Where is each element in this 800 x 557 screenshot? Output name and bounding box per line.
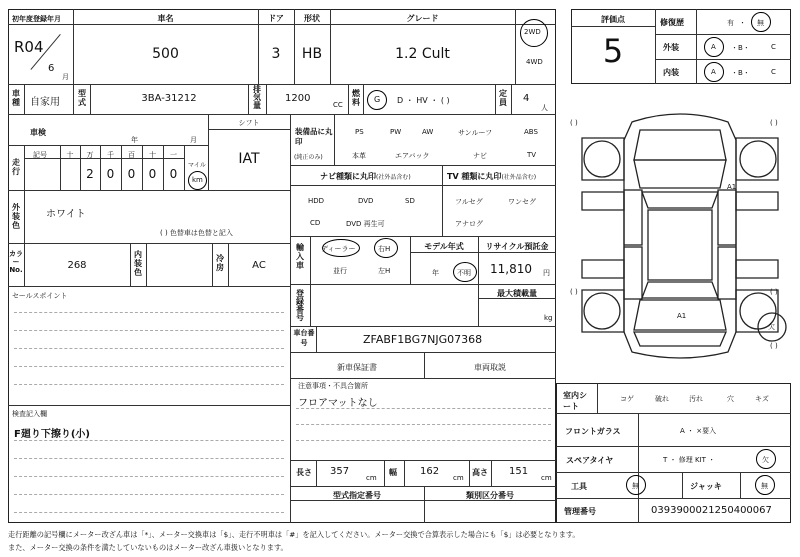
parallel: 並行	[333, 267, 347, 275]
model-label: 型式	[78, 89, 86, 107]
height-label: 高さ	[472, 468, 488, 477]
drive-4wd: 4WD	[526, 58, 543, 66]
diagram-mm: ( )	[770, 119, 778, 127]
color-change-note: ( ) 色替車は色替と記入	[160, 229, 233, 237]
seat-label: 室内シート	[563, 391, 587, 411]
shape-label: 形状	[304, 14, 320, 23]
spare-missing: 欠	[762, 456, 769, 464]
digit-value: 0	[106, 167, 115, 181]
drive-2wd: 2WD	[524, 28, 541, 36]
footer-line-2: また、メーター交換の条件を満たしていないものはメーター改ざん車扱いとなります。	[8, 543, 288, 552]
mark-label: 記号	[33, 151, 47, 159]
equipment-label: 装備品に丸印	[295, 127, 333, 146]
height-value: 151	[509, 466, 529, 477]
digit-label: 千	[107, 151, 114, 159]
type-no-label: 型式指定番号	[333, 491, 381, 500]
exterior-opt-c: C	[771, 43, 776, 51]
length-unit: cm	[366, 474, 377, 482]
equip-item: ナビ	[473, 152, 487, 160]
digit-value: 2	[86, 167, 94, 181]
dealer: ディーラー	[321, 245, 356, 253]
interior-opt-c: C	[771, 68, 776, 76]
fuel-rest: D ・ HV ・ ( )	[397, 96, 450, 105]
inspection-month: 月	[190, 136, 197, 144]
seat-item: 破れ	[655, 395, 669, 403]
month-unit: 月	[62, 73, 69, 81]
interior-color-label: 内装色	[134, 250, 142, 277]
equip-item: PW	[390, 128, 402, 136]
recycle-label: リサイクル預託金	[485, 242, 549, 251]
reg-no-label: 登録番号	[296, 289, 304, 322]
jack-value: 無	[761, 482, 768, 490]
capacity-value: 4	[523, 93, 530, 104]
dot: ・	[739, 19, 746, 27]
interior-opt-a: A	[711, 68, 716, 76]
left-hand: 左H	[378, 267, 391, 275]
width-value: 162	[420, 466, 440, 477]
seat-item: 汚れ	[689, 395, 703, 403]
sales-point-label: セールスポイント	[12, 292, 68, 300]
notes-label: 注意事項・不具合箇所	[298, 382, 368, 390]
diagram-mm: ( )	[770, 288, 778, 296]
disp-label: 排気量	[253, 85, 261, 110]
doors: 3	[271, 46, 281, 62]
navi-label: ナビ種類に丸印(社外品含む)	[320, 172, 411, 181]
repair-yes: 有	[727, 19, 734, 27]
spare-items: T ・ 修理 KIT ・	[663, 456, 716, 464]
interior-label: 内装	[663, 68, 679, 77]
new-warranty: 新車保証書	[337, 363, 377, 372]
mileage-label: 走行	[12, 158, 20, 176]
first-reg-era: R04	[14, 38, 44, 56]
color-value: ホワイト	[46, 209, 86, 220]
digit-value: 0	[148, 167, 157, 181]
shift-value: IAT	[238, 151, 260, 167]
score-value: 5	[602, 32, 624, 70]
digit-value: 0	[169, 167, 178, 181]
navi-item: SD	[405, 197, 415, 205]
diagram-a1: A1	[677, 312, 687, 320]
equipment-sub: (純正のみ)	[294, 154, 323, 161]
km-unit: km	[192, 176, 203, 184]
repair-no: 無	[757, 19, 764, 27]
inspector-label: 検査記入欄	[12, 410, 47, 418]
capacity-unit: 人	[541, 104, 548, 112]
diagram-mm: ( )	[570, 119, 578, 127]
navi-item: DVD 再生可	[346, 220, 385, 228]
class-no-label: 類別区分番号	[466, 491, 514, 500]
use-label: 車種	[12, 89, 20, 107]
equip-item: ABS	[524, 128, 538, 136]
score-label: 評価点	[601, 15, 625, 24]
seat-item: コゲ	[620, 395, 634, 403]
shift-label: シフト	[238, 119, 260, 127]
digit-value: 0	[127, 167, 136, 181]
interior-opt-b: ・B・	[731, 69, 750, 77]
tv-item: ワンセグ	[508, 198, 536, 206]
right-table	[556, 383, 791, 523]
width-label: 幅	[389, 468, 397, 477]
car-name-label: 車名	[157, 14, 174, 23]
first-reg-label: 初年度登録年月	[12, 15, 61, 23]
mile-label: マイル	[188, 162, 206, 169]
exterior-opt-b: ・B・	[731, 44, 750, 52]
color-no: 268	[67, 260, 87, 271]
spare-label: スペアタイヤ	[566, 456, 614, 465]
windshield-items: A ・ ×要入	[680, 427, 717, 435]
cc-unit: CC	[333, 101, 343, 109]
diagram-a1: A1	[727, 183, 737, 191]
windshield-label: フロントガラス	[565, 427, 621, 436]
tv-label: TV 種類に丸印(社外品含む)	[447, 172, 537, 181]
shape: HB	[301, 46, 323, 62]
car-diagram	[562, 100, 798, 372]
footer-line-1: 走行距離の記号欄にメーター改ざん車は「*」、メーター交換車は「$」、走行不明車は「#」を記入してください。メーター交換で合算表示した場合にも「$」は必要となります。	[8, 530, 580, 539]
mgmt-value: 0393900021250400067	[651, 505, 772, 516]
color-no-label: カラーNo.	[9, 250, 23, 274]
capacity-label: 定員	[499, 89, 507, 107]
seat-item: キズ	[755, 395, 769, 403]
height-unit: cm	[541, 474, 552, 482]
notes-value: フロアマットなし	[298, 398, 378, 409]
digit-label: 万	[86, 151, 94, 159]
equip-item: サンルーフ	[458, 129, 493, 137]
unknown: 不明	[457, 269, 471, 277]
cool-label: 冷房	[216, 254, 224, 272]
digit-label: 十	[66, 151, 74, 159]
inspection-year: 年	[131, 136, 138, 144]
chassis-label: 車台番号	[293, 329, 315, 347]
tools-label: 工具	[571, 482, 587, 491]
jack-label: ジャッキ	[690, 482, 722, 491]
manual: 車両取説	[474, 363, 506, 372]
navi-item: DVD	[358, 197, 374, 205]
equip-item: 本革	[352, 152, 366, 160]
length-value: 357	[330, 466, 350, 477]
width-unit: cm	[453, 474, 464, 482]
model-value: 3BA-31212	[141, 93, 197, 104]
right-hand: 右H	[378, 245, 391, 253]
doors-label: ドア	[268, 14, 284, 23]
digit-label: 百	[128, 151, 135, 159]
tv-item: アナログ	[455, 220, 483, 228]
first-reg-month: 6	[48, 63, 55, 74]
equip-item: AW	[422, 128, 434, 136]
repair-label: 修復歴	[660, 18, 684, 27]
digit-label: 十	[149, 151, 156, 159]
grade: 1.2 Cult	[395, 46, 450, 62]
diagram-mm: ( )	[770, 342, 778, 350]
tv-item: フルセグ	[455, 198, 483, 206]
fuel-label: 燃料	[352, 89, 360, 107]
car-name: 500	[152, 46, 179, 62]
tools-value: 無	[632, 482, 639, 490]
import-label: 輸入車	[296, 243, 304, 270]
exterior-opt-a: A	[711, 43, 716, 51]
model-year-unit: 年	[432, 269, 439, 277]
diagram-mm: ( )	[570, 288, 578, 296]
color-label: 外装色	[12, 203, 20, 230]
navi-item: CD	[310, 219, 321, 227]
mgmt-label: 管理番号	[564, 507, 596, 516]
equip-item: エアバック	[395, 152, 430, 160]
inspection-label: 車検	[30, 128, 46, 137]
model-year-label: モデル年式	[424, 242, 464, 251]
yen-unit: 円	[543, 269, 550, 277]
cool-value: AC	[252, 260, 266, 271]
fuel-g: G	[374, 95, 381, 104]
navi-item: HDD	[308, 197, 325, 205]
seat-item: 穴	[727, 395, 734, 403]
digit-label: 一	[170, 151, 177, 159]
chassis-value: ZFABF1BG7NJG07368	[363, 333, 483, 346]
diagram-missing: 欠	[768, 323, 775, 331]
inspector-note: F廻り下擦り(小)	[14, 429, 90, 440]
exterior-label: 外装	[663, 43, 679, 52]
disp-value: 1200	[285, 93, 311, 104]
equip-item: TV	[527, 151, 537, 159]
use-value: 自家用	[30, 97, 60, 108]
grade-label: グレード	[406, 14, 439, 23]
kg-unit: kg	[544, 314, 553, 322]
max-load-label: 最大積載量	[497, 289, 537, 298]
length-label: 長さ	[296, 468, 312, 477]
equip-item: PS	[355, 128, 364, 136]
recycle-value: 11,810	[490, 262, 532, 276]
